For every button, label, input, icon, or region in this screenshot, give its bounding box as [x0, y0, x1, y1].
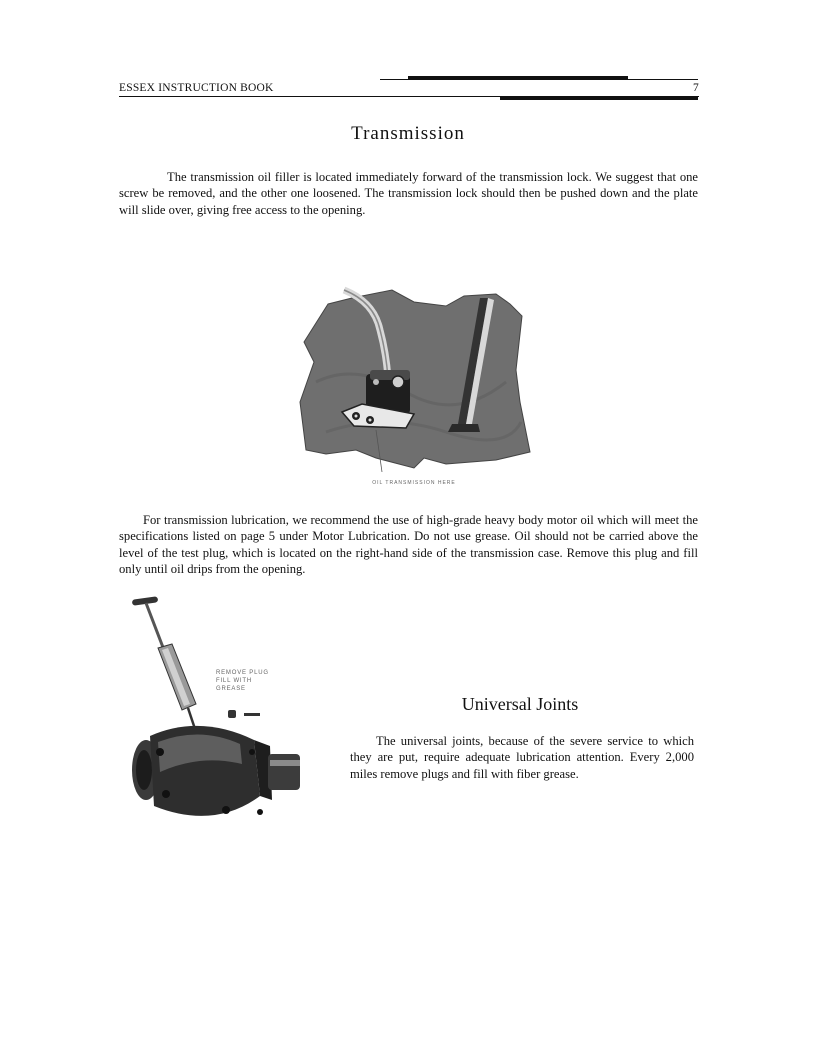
- transmission-oil-filler-illustration: [296, 282, 532, 490]
- universal-joint-illustration: [130, 586, 302, 836]
- figure-label-line-3: GREASE: [216, 686, 246, 692]
- transmission-paragraph-1: The transmission oil filler is located immediately forward of the transmission lock. We suggest that one screw be removed, and the other one loosened. The transmission lock should then be pushed down and the plate will slide over, giving free access to the opening.: [119, 170, 698, 217]
- figure-label-line-1: REMOVE PLUG: [216, 670, 269, 676]
- header-book-title: ESSEX INSTRUCTION BOOK: [119, 82, 274, 94]
- figure-label-line-2: FILL WITH: [216, 678, 252, 684]
- figure-caption-oil-transmission: OIL TRANSMISSION HERE: [372, 480, 456, 486]
- section-title-transmission: Transmission: [351, 123, 465, 144]
- running-header: [119, 82, 699, 96]
- universal-joints-paragraph: The universal joints, because of the severe service to which they are put, require adequate lubrication attention. Every 2,000 miles remove plugs and fill with fiber grease.: [350, 734, 694, 781]
- header-rule-bottom-thick: [500, 97, 698, 100]
- header-page-number: 7: [693, 82, 699, 94]
- header-rule-top: [380, 79, 698, 80]
- transmission-paragraph-2: For transmission lubrication, we recommend the use of high-grade heavy body motor oil which will meet the specifications listed on page 5 under Motor Lubrication. Do not use grease. Oil should not be carried above the level of the test plug, which is located on the right-hand side of the transmission case. Remove this plug and fill only until oil drips from the opening.: [119, 513, 698, 576]
- section-title-universal-joints: Universal Joints: [461, 694, 579, 714]
